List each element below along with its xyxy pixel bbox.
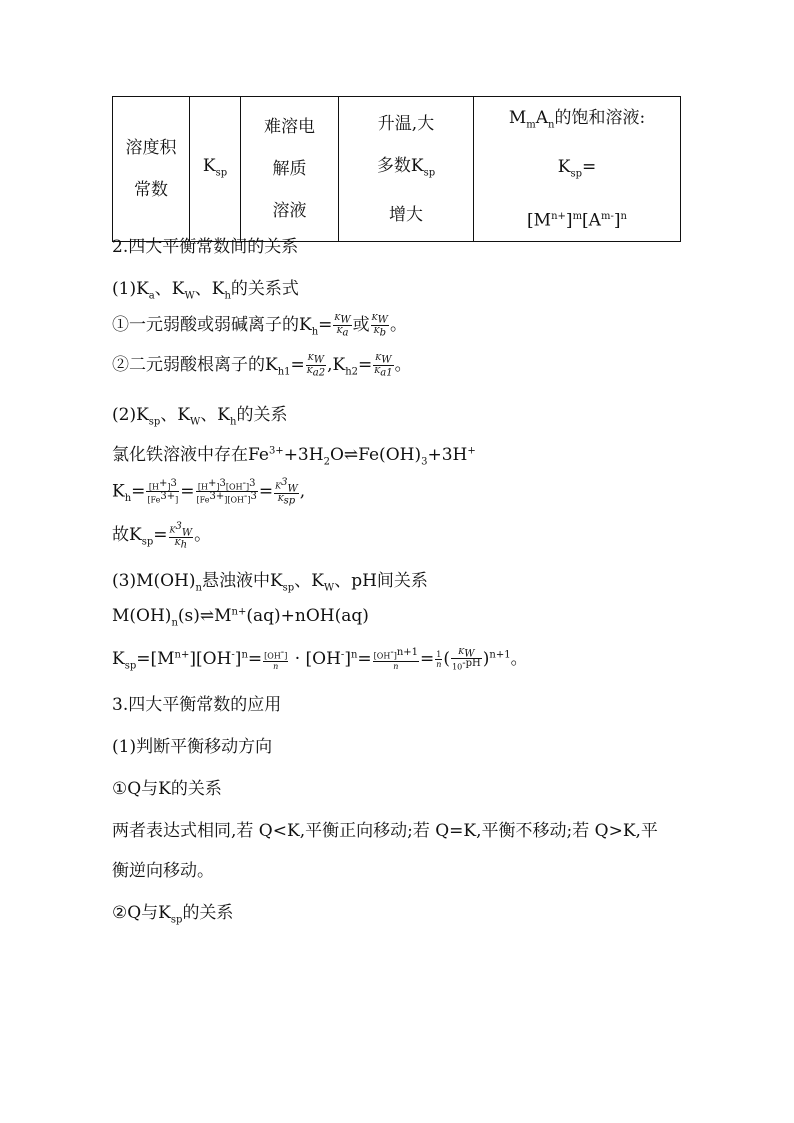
table-cell-symbol: $K_{sp}$ [190, 97, 241, 242]
section-2-2a: 氯化铁溶液中存在$Fe^{3+}+3H_2O\rightleftharpoons Fe(OH)_3+3H^+$ [112, 445, 476, 468]
section-2-3: $(3)M(OH)_n$悬浊液中$K_{sp}$、$K_W$、pH间关系 [112, 571, 428, 594]
section-2-3a: $M(OH)_n(s)\rightleftharpoons M^{n+}(aq)+nOH(aq)$ [112, 606, 369, 629]
section-2-2b: $K_h=$ $\frac{[H^+]^3}{[Fe^{3+}]}$ = $\frac{[H^+]^3[OH^-]^3}{[Fe^{3+}][OH^-]^3}$ = $\frac{K^3_W}{K_{sp}}$ , [112, 477, 306, 507]
section-2-1: $(1)K_a$、$K_W$、$K_h$的关系式 [112, 279, 299, 302]
section-2-2: $(2)K_{sp}$、$K_W$、$K_h$的关系 [112, 405, 288, 428]
table-row [113, 97, 681, 242]
section-3-1: (1)判断平衡移动方向 [112, 737, 273, 757]
section-2-1a: ①一元弱酸或弱碱离子的$K_h=$ $\frac{K_W}{K_a}$ 或 $\frac{K_W}{K_b}$ 。 [112, 313, 407, 339]
section-3-title: 3.四大平衡常数的应用 [112, 695, 282, 715]
section-2-title: 2.四大平衡常数间的关系 [112, 237, 299, 257]
constants-table [112, 96, 681, 242]
section-3-1b-line2: 衡逆向移动。 [112, 861, 214, 881]
section-2-3b: $K_{sp}=[M^{n+}][OH^-]^n=$ $\frac{[OH^-]}{n}$ · $[OH^-]^n=$ $\frac{[OH^-]^{n+1}}{n}$ = $\frac{1}{n}$ ( $\frac{K_W}{10^{-pH}}$ )$^{n+1}$。 [112, 646, 528, 673]
table-cell-name: 溶度积 常数 [113, 97, 190, 242]
section-2-1b: ②二元弱酸根离子的$K_{h1}=$ $\frac{K_W}{K_{a2}}$ $,K_{h2}=$ $\frac{K_W}{K_{a1}}$ 。 [112, 353, 412, 379]
table-cell-temperature: 升温,大 多数$K_{sp}$ 增大 [339, 97, 474, 242]
section-3-1a: ①Q与K的关系 [112, 779, 222, 799]
section-3-1b-line1: 两者表达式相同,若 Q<K,平衡正向移动;若 Q=K,平衡不移动;若 Q>K,平 [112, 821, 658, 841]
table-cell-scope: 难溶电 解质 溶液 [241, 97, 339, 242]
table-cell-expression: $M_mA_n$的饱和溶液: $K_{sp}=$ $[M^{n+}]^m[A^{m-}]^n$ [474, 97, 681, 242]
section-2-2c: 故$K_{sp}=$ $\frac{K^3_W}{K_h}$ 。 [112, 520, 212, 551]
section-3-1c: ②Q与$K_{sp}$的关系 [112, 903, 234, 926]
